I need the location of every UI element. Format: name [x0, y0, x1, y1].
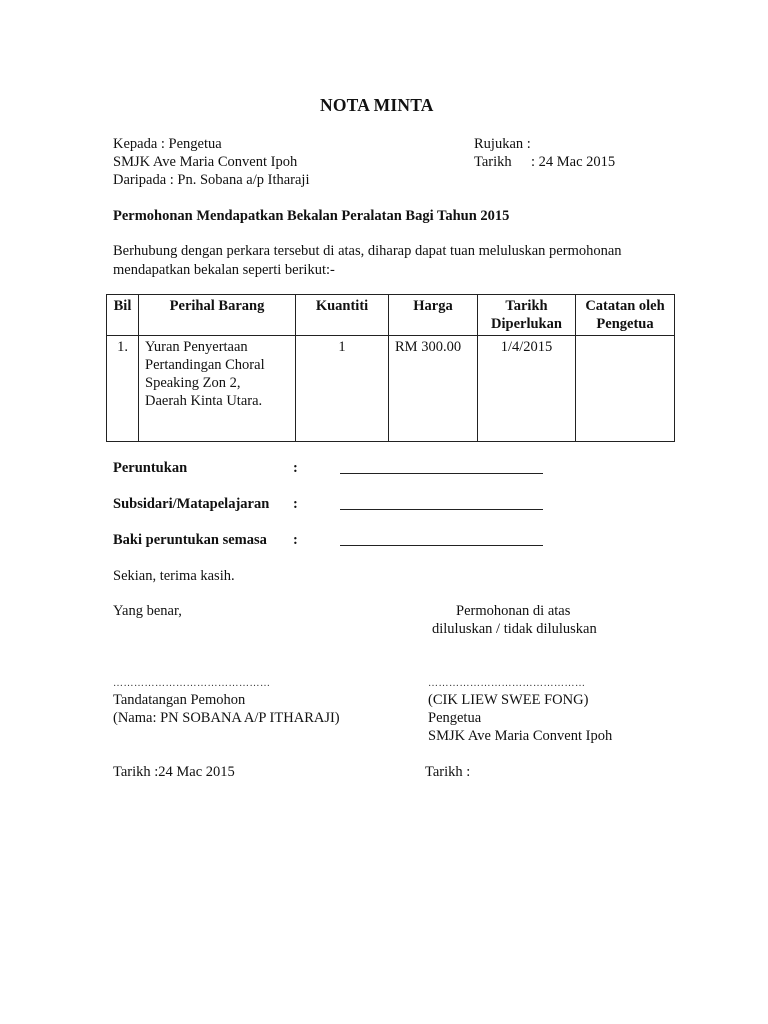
principal-school: SMJK Ave Maria Convent Ipoh: [428, 728, 613, 744]
principal-signature-dots: ………………………………………: [428, 678, 586, 689]
header-catatan: Catatan oleh Pengetua: [576, 295, 675, 336]
cell-tarikh: 1/4/2015: [478, 336, 576, 442]
rujukan-line: Rujukan :: [474, 136, 531, 152]
school-line: SMJK Ave Maria Convent Ipoh: [113, 154, 298, 170]
request-table: [106, 294, 675, 442]
peruntukan-blank: [340, 473, 543, 474]
cell-kuantiti: 1: [296, 336, 389, 442]
applicant-line-2: (Nama: PN SOBANA A/P ITHARAJI): [113, 710, 340, 726]
subsidari-colon: :: [293, 496, 298, 512]
principal-name: (CIK LIEW SWEE FONG): [428, 692, 589, 708]
tarikh-value: : 24 Mac 2015: [531, 154, 616, 170]
baki-label: Baki peruntukan semasa: [113, 532, 267, 548]
header-bil: Bil: [107, 295, 139, 336]
table-row: [107, 336, 675, 442]
cell-perihal: Yuran Penyertaan Pertandingan Choral Speaking Zon 2, Daerah Kinta Utara.: [139, 336, 296, 442]
daripada-line: Daripada : Pn. Sobana a/p Itharaji: [113, 172, 310, 188]
principal-title: Pengetua: [428, 710, 482, 726]
closing-line: Sekian, terima kasih.: [113, 568, 235, 584]
applicant-line-1: Tandatangan Pemohon: [113, 692, 246, 708]
applicant-signature-dots: ………………………………………: [113, 678, 271, 689]
approval-line-1: Permohonan di atas: [456, 603, 571, 619]
document-title: NOTA MINTA: [320, 95, 434, 115]
subject-line: Permohonan Mendapatkan Bekalan Peralatan Bagi Tahun 2015: [113, 208, 510, 224]
approval-line-2: diluluskan / tidak diluluskan: [432, 621, 597, 637]
peruntukan-colon: :: [293, 460, 298, 476]
body-line-2: mendapatkan bekalan seperti berikut:-: [113, 262, 335, 278]
body-line-1: Berhubung dengan perkara tersebut di atas, diharap dapat tuan meluluskan permohonan: [113, 243, 622, 259]
cell-harga: RM 300.00: [389, 336, 478, 442]
baki-colon: :: [293, 532, 298, 548]
header-tarikh: Tarikh Diperlukan: [478, 295, 576, 336]
applicant-date: Tarikh :24 Mac 2015: [113, 764, 235, 780]
baki-blank: [340, 545, 543, 546]
peruntukan-label: Peruntukan: [113, 460, 188, 476]
table-header-row: [107, 295, 675, 336]
header-harga: Harga: [389, 295, 478, 336]
header-kuantiti: Kuantiti: [296, 295, 389, 336]
principal-date: Tarikh :: [425, 764, 471, 780]
tarikh-label: Tarikh: [474, 154, 512, 170]
cell-bil: 1.: [107, 336, 139, 442]
yang-benar: Yang benar,: [113, 603, 182, 619]
subsidari-blank: [340, 509, 543, 510]
header-perihal: Perihal Barang: [139, 295, 296, 336]
cell-catatan: [576, 336, 675, 442]
subsidari-label: Subsidari/Matapelajaran: [113, 496, 270, 512]
kepada-line: Kepada : Pengetua: [113, 136, 222, 152]
